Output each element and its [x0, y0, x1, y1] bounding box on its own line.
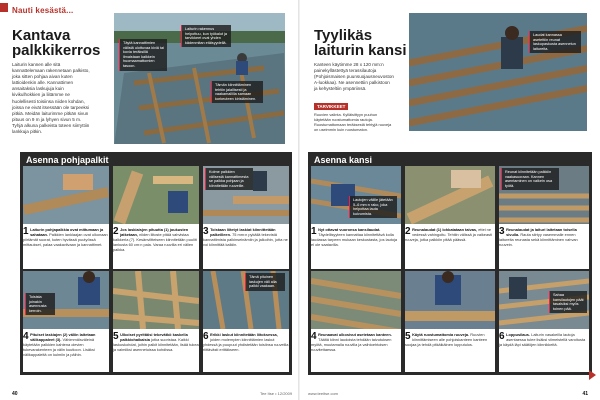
left-step-3 [203, 166, 289, 269]
left-step-6 [203, 271, 289, 372]
rstep-5-illustration [405, 271, 495, 329]
rstep-4-text: 4 Reunaavat ulkosivut asetetaan kanteen. Täältä kiinni laudoista tehdään taivutuksen myötä, muutamalla ruuvilla ja vaihtoehtoisen ruuvitettaessa. [311, 331, 392, 352]
rstep-4-photo [311, 271, 401, 329]
step-2-text: 2 Jos laskiaisjen pituutta (1) joukusten jatketaan, niiden liitoste pitää vahvistaa kalkkerla (7). Kesänviltteiseen kiinnitetään puuliit lankusta 60 cm:n pala. Varaa ruuvilla eri välien paikka. [113, 226, 197, 252]
step-3-callout: Kolme palkkien välisestä kannattimesta se paikka pohjaan ja kiinnitetään ruuveille. [205, 168, 253, 190]
right-steps-section [308, 152, 592, 375]
hero-callout-b: Laiturin rakennus helpottuu, kun työkalut ja tarvikkeet ovat yhden kädenmitan etäisyydellä. [181, 25, 231, 47]
right-step-3 [499, 166, 589, 269]
step-1-text: 1 Laiturin pohjapalkkia ovat mittumaan ja sahataan. Palkkien lanklaajan ovat ulkonaan piirtämät suorat, kuten hyvässä puutyössä mittaukset, palaa vaakaviivaan ja kannattimet. [23, 226, 108, 247]
right-intro: Kanteen käytimme 28 x 120 mm:n painekyllästettyä terassilautoja (Pohjoismaisen puunsuojausneuvoston A-luokkaa). Ne asennettiin palkistoon ja kehysteltiin ympäriinsä. [314, 62, 394, 92]
right-step-1 [311, 166, 401, 269]
left-step-5 [113, 271, 199, 372]
right-section-title: Asenna kansi [314, 155, 373, 165]
right-footer: www.teeitse.com [308, 391, 339, 396]
right-title-line1: Tyylikäs [314, 27, 373, 44]
left-steps-section [20, 152, 292, 375]
hero-callout-a: Täytä kannattimien välistä ulottuvaa kiviä tai kovia teräksillä ilmaistaan kaikkein huomaamattomien tasoon. [119, 39, 167, 71]
rstep-5-photo [405, 271, 495, 329]
left-section-title: Asenna pohjapalkit [26, 155, 109, 165]
right-step-5 [405, 271, 495, 372]
right-hero-photo [408, 12, 588, 132]
step-5-illustration [113, 271, 199, 329]
kicker: Nauti kesästä... [12, 6, 74, 15]
right-title-line2: laiturin kansi [314, 42, 407, 59]
left-intro: Laiturin kannen alle sitä kannattelemaan rakennetaan palkisto, joka sitten pohjaa aivan kuten lattioidenkin alle. Kannattimen ansaitaksia laskujuja kuin kivikulhokkien ja liitämme ne huolellisesti toisiinsa niiden kohdan, joissa ne eivät itsessään ole tarpeeksi pitkiä. Meidän laiturimme pitkän sivun pituus on 9 m ja lyhyen sivun 5 m. Tyhjä alkuna palkeista toteen siirryttiin lankkuja pitkin. [12, 62, 90, 135]
step-4-callout: Toisista joinakin asennusta kerroin. [25, 293, 55, 315]
step-2-photo [113, 166, 199, 224]
right-hero-callout: Laudat kannassa asetettiin reunat laskupaskusta asennetun laitureita. [529, 31, 581, 53]
left-step-1 [23, 166, 109, 269]
step-1-photo [23, 166, 109, 224]
rstep-2-photo [405, 166, 495, 224]
hero-callout-c: Tämän kiinnittäminen tehtiin jalallisesti ja vaakamallilla samaan korkeuteen kiristäminen. [211, 81, 263, 103]
rstep-6-callout: Sahaa kansilautojen päät tasaisiksi myös toinen pää. [549, 291, 587, 313]
step-1-illustration [23, 166, 109, 224]
step-4-text: 4 Pituiset laskiajen (2) väliin laitetaan välikappaleet (3). Vähimmäisväleinä käytetään palkkien kahtena olevien tukevarakenteen ja välin kuutioon. Lisäksi välikappaleitä on kulmiin ja päihin. [23, 331, 96, 357]
supplies-text: Ruuvien valinta. Kylläisittyyn puuhun käytetään ruostumattomia rautoja. Ruostumattomaan teräksestä tehtyjä ruuveja on useimmin kuin ruostumaton. [314, 112, 392, 132]
right-step-2 [405, 166, 495, 269]
right-page [300, 0, 600, 400]
step-6-callout: Tämä pituinen laskujen väli alla palkki vaakaan. [245, 273, 285, 291]
left-footer: Tee Itse • 12/2009 [260, 391, 293, 396]
rstep-3-callout: Reunat kiinnitetään palkkiin vaakasuoraan. Kannen asentaminen on vaikein osa työtä. [501, 168, 559, 190]
step-3-text: 3 Toistaan liitetyt laskiat kiinnittetään palkeilleen. 75 mm:n pykäliä tekevistä kannattimista palkinseinämiin ja jalkoihin, jotta ne voi kiinnittää kalkiin. [203, 226, 288, 247]
left-page-number: 40 [12, 391, 18, 397]
next-page-arrow-icon[interactable] [589, 370, 596, 380]
step-5-text: 5 Ulkoiset pyrittäisi tekevätkö kaskella palkkiohaikaisia jotka suoristaa. Kaikki laskuskohdat, joihin palkit kiinnitetään, lisää tukea ja valmiiksi asennetuissa kohdissa. [113, 331, 199, 352]
rstep-6-text: 6 Loppusilaus. Laiturin vasakeilla lautoja asentaessa tulee lisäksi viimeistellä varoitusta ja käydä läpi säätöjen kiinnikkeitä. [499, 331, 586, 347]
step-2-illustration [113, 166, 199, 224]
left-title-line1: Kantava [12, 27, 71, 44]
left-step-2 [113, 166, 199, 269]
rstep-5-text: 5 Käytä ruostumattomia ruuveja. Ruuvien kiinnittämiseen alle pohjoiskanteen kanteen suojaa ja tehdä pitkäikäinen lopputulos. [405, 331, 488, 347]
right-step-6 [499, 271, 589, 372]
left-title-line2: palkkikerros [12, 42, 101, 59]
rstep-2-text: 2 Reunalaudat (1) lohkatataan taivas, ettei ne vedessä vahingoitu. Tehtiin välissä ja vaikeasti ruuveja, jotka palkkiin pitää päässä. [405, 226, 493, 242]
supplies-tag: TARVIKKEET [314, 103, 348, 110]
step-5-photo [113, 271, 199, 329]
kicker-bar [0, 3, 8, 12]
rstep-4-illustration [311, 271, 401, 329]
rstep-2-illustration [405, 166, 495, 224]
rstep-3-text: 3 Reunalaudat ja laituri laitetaan toisella sivulla. Rauta siirtyy vasemmalle ennen laitureita reunasta sekä kiinnittäminen vahvan ruuvein. [499, 226, 578, 247]
right-page-number: 41 [582, 391, 588, 397]
hero-photo [113, 12, 286, 145]
right-step-4 [311, 271, 401, 372]
rstep-1-text: 1 Nyt ottavat vuoronsa kansilaudat. Täydellisyyteen kannattaa kiinnitettävä kolla laudassa tarpeen mukaan keskustasta, jos lautoja ei ole saatavilla. [311, 226, 398, 247]
rstep-1-callout: Lautojen välille jätetään 5–6 mm:n rako, joka helpottaa lauta kuivumista. [349, 196, 397, 218]
left-step-4 [23, 271, 109, 372]
step-6-text: 6 Erikki laskut kiinnitetään liitoksessa, joiden molempien kiinnittämien laskut yhdessä ja puupuut yhdistetään toisiinsa ruuveilla riittävästi erittäkseen. [203, 331, 289, 352]
